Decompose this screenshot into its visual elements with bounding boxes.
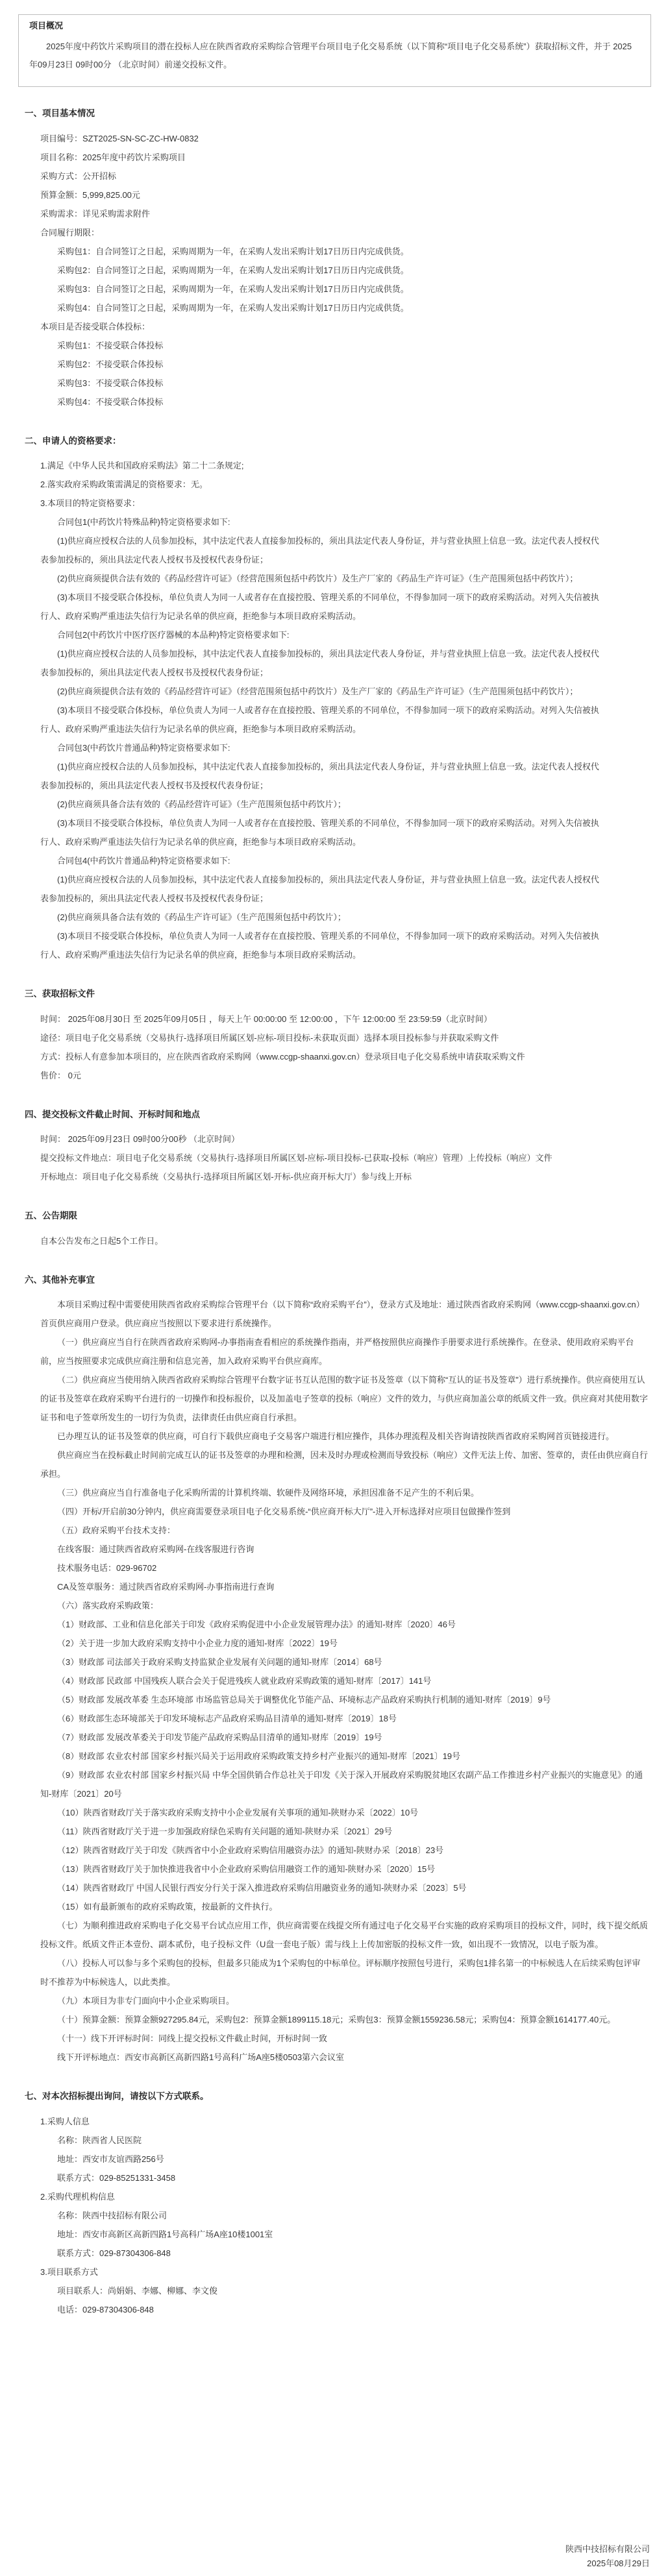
signature-date: 2025年08月29日 <box>587 2558 650 2568</box>
paragraph: （六）落实政府采购政策： <box>57 1601 159 1611</box>
text-line: 售价： 0元 <box>40 1070 81 1080</box>
text-line: (2)供应商须提供合法有效的《药品经营许可证》（经营范围须包括中药饮片）及生产厂家的《药品生产许可证》（生产范围须包括中药饮片）； <box>57 574 578 584</box>
text-line: 提交投标文件地点：项目电子化交易系统（交易执行-选择项目所属区划-应标-项目投标-已获取-投标（响应）管理）上传投标（响应）文件 <box>40 1153 552 1163</box>
text-line: 表参加投标的，须出具法定代表人授权书及授权代表身份证； <box>40 781 269 791</box>
paragraph: （11）陕西省财政厅关于进一步加强政府绿色采购有关问题的通知-陕财办采〔2021〕29号 <box>57 1827 393 1837</box>
paragraph: 技术服务电话：029-96702 <box>57 1563 157 1574</box>
other-matters-body <box>25 1295 648 2067</box>
paragraph: 已办理互认的证书及签章的供应商，可自行下载供应商电子交易客户端进行相应操作，具体办理流程及相关咨询请按陕西省政府采购网首页链接进行。 <box>57 1431 615 1442</box>
text-line: (3)本项目不接受联合体投标，单位负责人为同一人或者存在直接控股、管理关系的不同单位，不得参加同一项下的政府采购活动。对列入失信被执 <box>57 931 599 942</box>
paragraph: （4）财政部 民政部 中国残疾人联合会关于促进残疾人就业政府采购政策的通知-财库〔2017〕141号 <box>57 1676 432 1686</box>
text-line: 项目名称：2025年度中药饮片采购项目 <box>40 152 186 162</box>
contact-line: 地址：西安市高新区高新四路1号高科广场A座10楼1001室 <box>57 2229 273 2239</box>
paragraph: （九）本项目为非专门面向中小企业采购项目。 <box>57 1996 235 2006</box>
contact-line: 电话：029-87304306-848 <box>57 2304 154 2315</box>
contact-line: 3.项目联系方式 <box>40 2266 98 2277</box>
paragraph: 在线客服：通过陕西省政府采购网-在线客服进行咨询 <box>57 1544 254 1555</box>
text-line: 本项目是否接受联合体投标： <box>40 321 151 332</box>
paragraph: （6）财政部生态环境部关于印发环境标志产品政府采购品目清单的通知-财库〔2019〕18号 <box>57 1714 397 1724</box>
text-line: 采购需求：详见采购需求附件 <box>40 208 151 219</box>
text-line: 合同包1(中药饮片特殊品种)特定资格要求如下: <box>57 517 230 528</box>
paragraph: （五）政府采购平台技术支持： <box>57 1525 176 1536</box>
section-4 <box>25 1108 648 1187</box>
text-line: (2)供应商须具备合法有效的《药品生产许可证》（生产范围须包括中药饮片）； <box>57 912 346 923</box>
text-line: (1)供应商应授权合法的人员参加投标，其中法定代表人直接参加投标的，须出具法定代表人身份证，并与营业执照上信息一致。法定代表人授权代 <box>57 875 599 885</box>
contact-line: 名称：陕西中技招标有限公司 <box>57 2210 167 2220</box>
paragraph: （1）财政部、工业和信息化部关于印发《政府采购促进中小企业发展管理办法》的通知-财库〔2020〕46号 <box>57 1620 456 1630</box>
paragraph: （15）如有最新颁布的政府采购政策，按最新的文件执行。 <box>57 1902 278 1912</box>
section-5 <box>25 1209 648 1250</box>
text-line: 采购包3：自合同签订之日起，采购周期为一年，在采购人发出采购计划17日历日内完成供货。 <box>57 284 409 294</box>
summary-body: 2025年度中药饮片采购项目的潜在投标人应在陕西省政府采购综合管理平台项目电子化交易系统（以下简称“项目电子化交易系统”）获取招标文件，并于 2025年09月23日 09时00分 （北京时间）前递交投标文件。 <box>29 41 632 70</box>
text-line: 时间： 2025年08月30日 至 2025年09月05日 ，每天上午 00:00:00 至 12:00:00 ，下午 12:00:00 至 23:59:59（北京时间） <box>40 1014 492 1024</box>
contact-line: 项目联系人：尚娟娟、李娜、柳娜、李文俊 <box>57 2285 218 2296</box>
text-line: (3)本项目不接受联合体投标，单位负责人为同一人或者存在直接控股、管理关系的不同单位，不得参加同一项下的政府采购活动。对列入失信被执 <box>57 818 599 829</box>
paragraph: （八）投标人可以参与多个采购包的投标，但最多只能成为1个采购包的中标单位。评标顺序按照包号进行，采购包1排名第一的中标候选人在后续采购包评审时不推荐为中标候选人，以此类推。 <box>40 1958 641 1987</box>
section-title: 七、对本次招标提出询问，请按以下方式联系。 <box>25 2091 209 2102</box>
section-title: 六、其他补充事宜 <box>25 1274 95 1285</box>
contact-body <box>25 2112 648 2319</box>
contact-line: 名称：陕西省人民医院 <box>57 2135 142 2145</box>
section-title: 三、获取招标文件 <box>25 989 95 999</box>
text-line: 开标地点：项目电子化交易系统（交易执行-选择项目所属区划-开标-供应商开标大厅）参与线上开标 <box>40 1172 412 1182</box>
paragraph: 线下开评标地点：西安市高新区高新四路1号高科广场A座5楼0503第六会议室 <box>57 2052 345 2063</box>
text-line: 采购包4：自合同签订之日起，采购周期为一年，在采购人发出采购计划17日历日内完成供货。 <box>57 302 409 313</box>
paragraph: （七）为顺利推进政府采购电子化交易平台试点应用工作，供应商需要在线提交所有通过电子化交易平台实施的政府采购项目的投标文件，同时，线下提交纸质投标文件。纸质文件正本壹份、副本贰份，电子投标文件（U盘一套电子版）需与线上上传加密版的投标文件一致，如出现不一致情况，以电子版为准。 <box>40 1921 649 1950</box>
paragraph: （3）财政部 司法部关于政府采购支持监狱企业发展有关问题的通知-财库〔2014〕68号 <box>57 1657 382 1668</box>
text-line: 采购包3：不接受联合体投标 <box>57 378 164 388</box>
contact-line: 1.采购人信息 <box>40 2116 90 2126</box>
paragraph: （十一）线下开评标时间：同线上提交投标文件截止时间，开标时间一致 <box>57 2034 328 2044</box>
paragraph: CA及签章服务：通过陕西省政府采购网-办事指南进行查询 <box>57 1582 275 1592</box>
paragraph: 供应商应当在投标截止时间前完成互认的证书及签章的办理和检测，因未及时办理或检测而导致投标（响应）文件无法上传、加密、签章的，责任由供应商自行承担。 <box>40 1450 649 1479</box>
contact-line: 地址：西安市友谊西路256号 <box>57 2154 164 2164</box>
section-3 <box>25 988 648 1085</box>
text-line: 表参加投标的，须出具法定代表人授权书及授权代表身份证； <box>40 555 269 565</box>
section-title: 五、公告期限 <box>25 1211 77 1221</box>
text-line: 合同包3(中药饮片普通品种)特定资格要求如下: <box>57 743 230 753</box>
text-line: 1.满足《中华人民共和国政府采购法》第二十二条规定; <box>40 461 244 471</box>
paragraph: （2）关于进一步加大政府采购支持中小企业力度的通知-财库〔2022〕19号 <box>57 1638 338 1649</box>
signature-block <box>565 2542 650 2571</box>
project-summary-box <box>18 14 651 87</box>
sections-container <box>25 107 648 1250</box>
section-title: 一、项目基本情况 <box>25 108 95 118</box>
text-line: 自本公告发布之日起5个工作日。 <box>40 1235 164 1246</box>
contact-line: 联系方式：029-87304306-848 <box>57 2248 171 2258</box>
text-line: 合同包4(中药饮片普通品种)特定资格要求如下: <box>57 856 230 866</box>
text-line: (2)供应商须提供合法有效的《药品经营许可证》（经营范围须包括中药饮片）及生产厂家的《药品生产许可证》（生产范围须包括中药饮片）； <box>57 687 578 697</box>
text-line: 3.本项目的特定资格要求： <box>40 498 140 509</box>
paragraph: （9）财政部 农业农村部 国家乡村振兴局 中华全国供销合作总社关于印发《关于深入开展政府采购脱贫地区农副产品工作推进乡村产业振兴的实施意见》的通知-财库〔2021〕20号 <box>40 1770 643 1799</box>
text-line: 表参加投标的，须出具法定代表人授权书及授权代表身份证； <box>40 893 269 904</box>
section-contact <box>25 2090 648 2319</box>
paragraph: （二）供应商应当使用纳入陕西省政府采购综合管理平台数字证书互认范围的数字证书及签章（以下简称“互认的证书及签章”）进行系统操作。供应商使用互认的证书及签章在政府采购平台进行的一切操作和投标报价，以及加盖电子签章的投标（响应）文件的效力，与供应商加盖公章的纸质文件一致。供应商对其使用数字证书和电子签章所发生的一切行为负责，法律责任由供应商自行承担。 <box>40 1375 649 1423</box>
text-line: 合同履行期限： <box>40 227 100 237</box>
text-line: (1)供应商应授权合法的人员参加投标，其中法定代表人直接参加投标的，须出具法定代表人身份证，并与营业执照上信息一致。法定代表人授权代 <box>57 536 599 546</box>
text-line: 采购包2：自合同签订之日起，采购周期为一年，在采购人发出采购计划17日历日内完成供货。 <box>57 265 409 275</box>
section-other-matters <box>25 1274 648 2067</box>
text-line: 采购包4：不接受联合体投标 <box>57 396 164 407</box>
paragraph: （13）陕西省财政厅关于加快推进我省中小企业政府采购信用融资工作的通知-陕财办采〔2020〕15号 <box>57 1864 436 1875</box>
paragraph: （8）财政部 农业农村部 国家乡村振兴局关于运用政府采购政策支持乡村产业振兴的通知-财库〔2021〕19号 <box>57 1751 461 1762</box>
text-line: (2)供应商须具备合法有效的《药品经营许可证》（生产范围须包括中药饮片）； <box>57 799 346 810</box>
contact-line: 联系方式：029-85251331-3458 <box>57 2172 176 2183</box>
text-line: 时间： 2025年09月23日 09时00分00秒 （北京时间） <box>40 1134 240 1145</box>
text-line: (1)供应商应授权合法的人员参加投标，其中法定代表人直接参加投标的，须出具法定代表人身份证，并与营业执照上信息一致。法定代表人授权代 <box>57 762 599 772</box>
paragraph: （5）财政部 发展改革委 生态环境部 市场监管总局关于调整优化节能产品、环境标志产品政府采购执行机制的通知-财库〔2019〕9号 <box>57 1695 551 1705</box>
text-line: 采购包2：不接受联合体投标 <box>57 359 164 369</box>
paragraph: （四）开标/开启前30分钟内，供应商需要登录项目电子化交易系统-“供应商开标大厅”-进入开标选择对应项目包做操作签到 <box>57 1507 511 1517</box>
text-line: 途径：项目电子化交易系统（交易执行-选择项目所属区划-应标-项目投标-未获取页面）选择本项目投标参与并获取采购文件 <box>40 1032 499 1043</box>
paragraph: 本项目采购过程中需要使用陕西省政府采购综合管理平台（以下简称“政府采购平台”），登录方式及地址：通过陕西省政府采购网（www.ccgp-shaanxi.gov.cn）首页供应商用户登录。供应商应当按照以下要求进行系统操作。 <box>40 1300 645 1329</box>
section-1 <box>25 107 648 411</box>
text-line: 2.落实政府采购政策需满足的资格要求：无。 <box>40 480 208 490</box>
paragraph: （12）陕西省财政厅关于印发《陕西省中小企业政府采购信用融资办法》的通知-陕财办采〔2018〕23号 <box>57 1845 444 1856</box>
text-line: (1)供应商应授权合法的人员参加投标，其中法定代表人直接参加投标的，须出具法定代表人身份证，并与营业执照上信息一致。法定代表人授权代 <box>57 649 599 659</box>
paragraph: （14）陕西省财政厅 中国人民银行西安分行关于深入推进政府采购信用融资业务的通知-陕财办采〔2023〕5号 <box>57 1883 467 1893</box>
text-line: 采购包1：自合同签订之日起，采购周期为一年，在采购人发出采购计划17日历日内完成供货。 <box>57 246 409 256</box>
text-line: 行人、政府采购严重违法失信行为记录名单的供应商，拒绝参与本项目政府采购活动。 <box>40 950 362 960</box>
paragraph: （十）预算金额：预算金额927295.84元，采购包2：预算金额1899115.18元；采购包3：预算金额1559236.58元；采购包4：预算金额1614177.40元。 <box>57 2015 616 2025</box>
text-line: (3)本项目不接受联合体投标，单位负责人为同一人或者存在直接控股、管理关系的不同单位，不得参加同一项下的政府采购活动。对列入失信被执 <box>57 705 599 716</box>
text-line: 采购方式：公开招标 <box>40 171 117 181</box>
text-line: 行人、政府采购严重违法失信行为记录名单的供应商，拒绝参与本项目政府采购活动。 <box>40 837 362 847</box>
section-title: 二、申请人的资格要求： <box>25 435 121 446</box>
text-line: 项目编号：SZT2025-SN-SC-ZC-HW-0832 <box>40 133 199 143</box>
summary-title: 项目概况 <box>29 21 64 30</box>
text-line: 行人、政府采购严重违法失信行为记录名单的供应商，拒绝参与本项目政府采购活动。 <box>40 611 362 622</box>
paragraph: （三）供应商应当自行准备电子化采购所需的计算机终端、软硬件及网络环境，承担因准备不足产生的不利后果。 <box>57 1488 480 1498</box>
text-line: 行人、政府采购严重违法失信行为记录名单的供应商，拒绝参与本项目政府采购活动。 <box>40 724 362 735</box>
section-2 <box>25 435 648 965</box>
contact-line: 2.采购代理机构信息 <box>40 2191 115 2202</box>
announcement-content <box>25 107 648 2342</box>
text-line: 采购包1：不接受联合体投标 <box>57 340 164 350</box>
signature-org: 陕西中技招标有限公司 <box>565 2544 650 2554</box>
text-line: 方式：投标人有意参加本项目的，应在陕西省政府采购网（www.ccgp-shaanxi.gov.cn）登录项目电子化交易系统申请获取采购文件 <box>40 1051 525 1062</box>
paragraph: （7）财政部 发展改革委关于印发节能产品政府采购品目清单的通知-财库〔2019〕19号 <box>57 1732 382 1743</box>
text-line: 合同包2(中药饮片中医疗医疗器械的本品种)特定资格要求如下: <box>57 630 290 640</box>
section-title: 四、提交投标文件截止时间、开标时间和地点 <box>25 1109 200 1119</box>
paragraph: （一）供应商应当自行在陕西省政府采购网-办事指南查看相应的系统操作指南，并严格按照供应商操作手册要求进行系统操作。在登录、使用政府采购平台前，应当按照要求完成供应商注册和信息完善，加入政府采购平台供应商库。 <box>40 1337 634 1367</box>
text-line: 预算金额：5,999,825.00元 <box>40 189 140 200</box>
text-line: (3)本项目不接受联合体投标，单位负责人为同一人或者存在直接控股、管理关系的不同单位，不得参加同一项下的政府采购活动。对列入失信被执 <box>57 592 599 603</box>
text-line: 表参加投标的，须出具法定代表人授权书及授权代表身份证； <box>40 668 269 678</box>
paragraph: （10）陕西省财政厅关于落实政府采购支持中小企业发展有关事项的通知-陕财办采〔2022〕10号 <box>57 1808 419 1818</box>
